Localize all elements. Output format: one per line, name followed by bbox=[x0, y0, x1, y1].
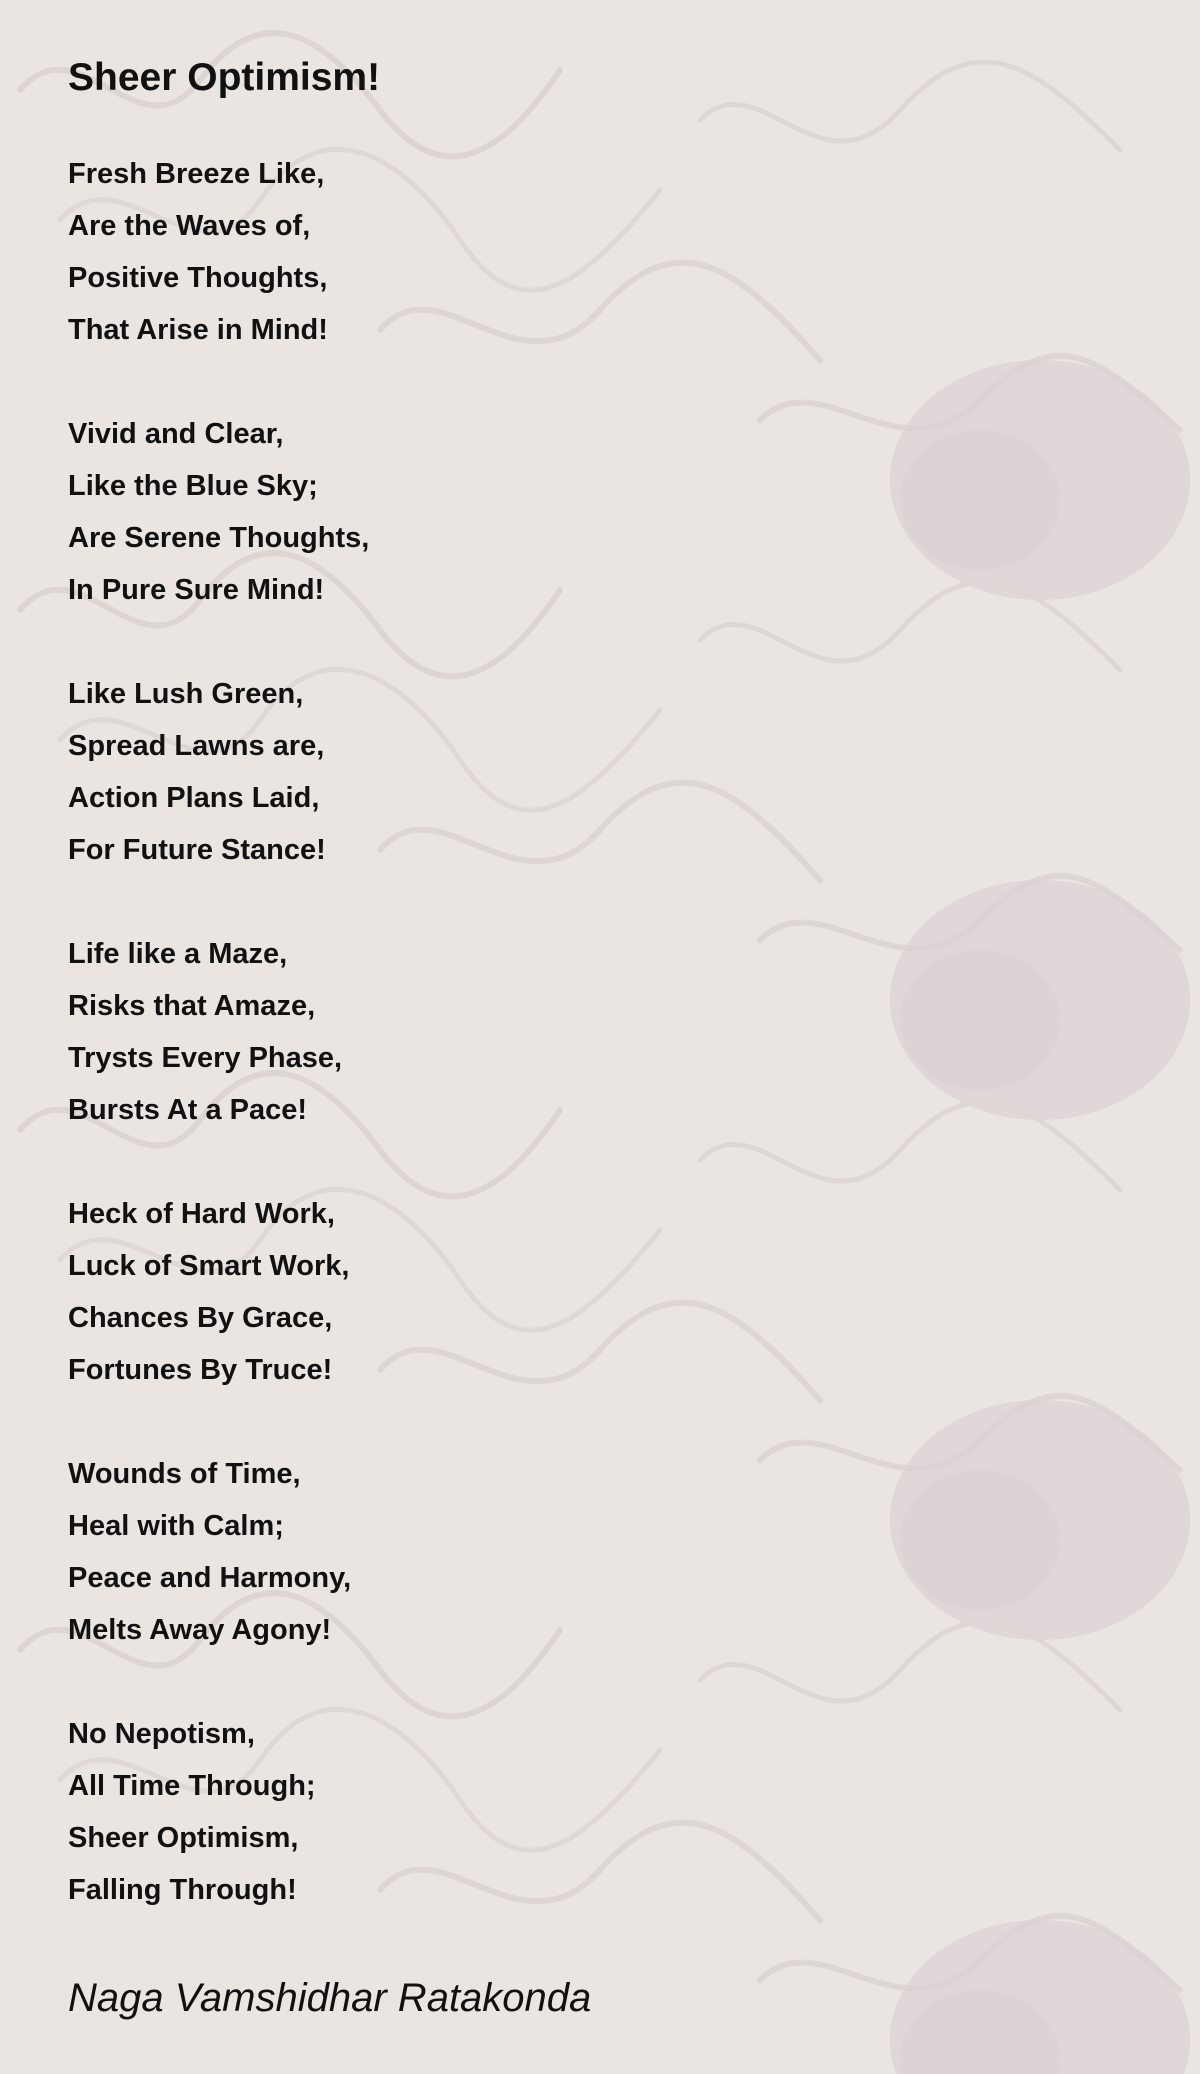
poem-line: Heal with Calm; bbox=[68, 1510, 284, 1542]
poem-line: For Future Stance! bbox=[68, 834, 326, 866]
poem-body bbox=[68, 148, 968, 1968]
stanza bbox=[68, 1448, 968, 1656]
poem-line: Falling Through! bbox=[68, 1874, 297, 1906]
poem-line: Risks that Amaze, bbox=[68, 990, 316, 1022]
poem-line: In Pure Sure Mind! bbox=[68, 574, 325, 606]
poem-line: Positive Thoughts, bbox=[68, 262, 328, 294]
poem-line: Peace and Harmony, bbox=[68, 1562, 352, 1594]
stanza bbox=[68, 928, 968, 1136]
poem-line: Are the Waves of, bbox=[68, 210, 311, 242]
poem-line: No Nepotism, bbox=[68, 1718, 255, 1750]
stanza bbox=[68, 668, 968, 876]
poem-line: Fresh Breeze Like, bbox=[68, 158, 325, 190]
poem-line: Are Serene Thoughts, bbox=[68, 522, 370, 554]
poem-line: Wounds of Time, bbox=[68, 1458, 301, 1490]
poem-line: Melts Away Agony! bbox=[68, 1614, 332, 1646]
poem-line: That Arise in Mind! bbox=[68, 314, 328, 346]
stanza bbox=[68, 1188, 968, 1396]
poem-line: Like the Blue Sky; bbox=[68, 470, 318, 502]
poem-line: Life like a Maze, bbox=[68, 938, 288, 970]
poem-line: Bursts At a Pace! bbox=[68, 1094, 308, 1126]
poem-line: Heck of Hard Work, bbox=[68, 1198, 335, 1230]
stanza bbox=[68, 408, 968, 616]
poem-title: Sheer Optimism! bbox=[68, 56, 381, 99]
stanza bbox=[68, 1708, 968, 1916]
poem-line: Luck of Smart Work, bbox=[68, 1250, 350, 1282]
poem-line: All Time Through; bbox=[68, 1770, 316, 1802]
poem-line: Sheer Optimism, bbox=[68, 1822, 299, 1854]
poem-line: Spread Lawns are, bbox=[68, 730, 325, 762]
poem-line: Action Plans Laid, bbox=[68, 782, 320, 814]
poem-line: Fortunes By Truce! bbox=[68, 1354, 333, 1386]
poem-line: Vivid and Clear, bbox=[68, 418, 284, 450]
stanza bbox=[68, 148, 968, 356]
poem-author: Naga Vamshidhar Ratakonda bbox=[68, 1976, 592, 2020]
poem-line: Chances By Grace, bbox=[68, 1302, 333, 1334]
poem-line: Trysts Every Phase, bbox=[68, 1042, 343, 1074]
poem-line: Like Lush Green, bbox=[68, 678, 304, 710]
